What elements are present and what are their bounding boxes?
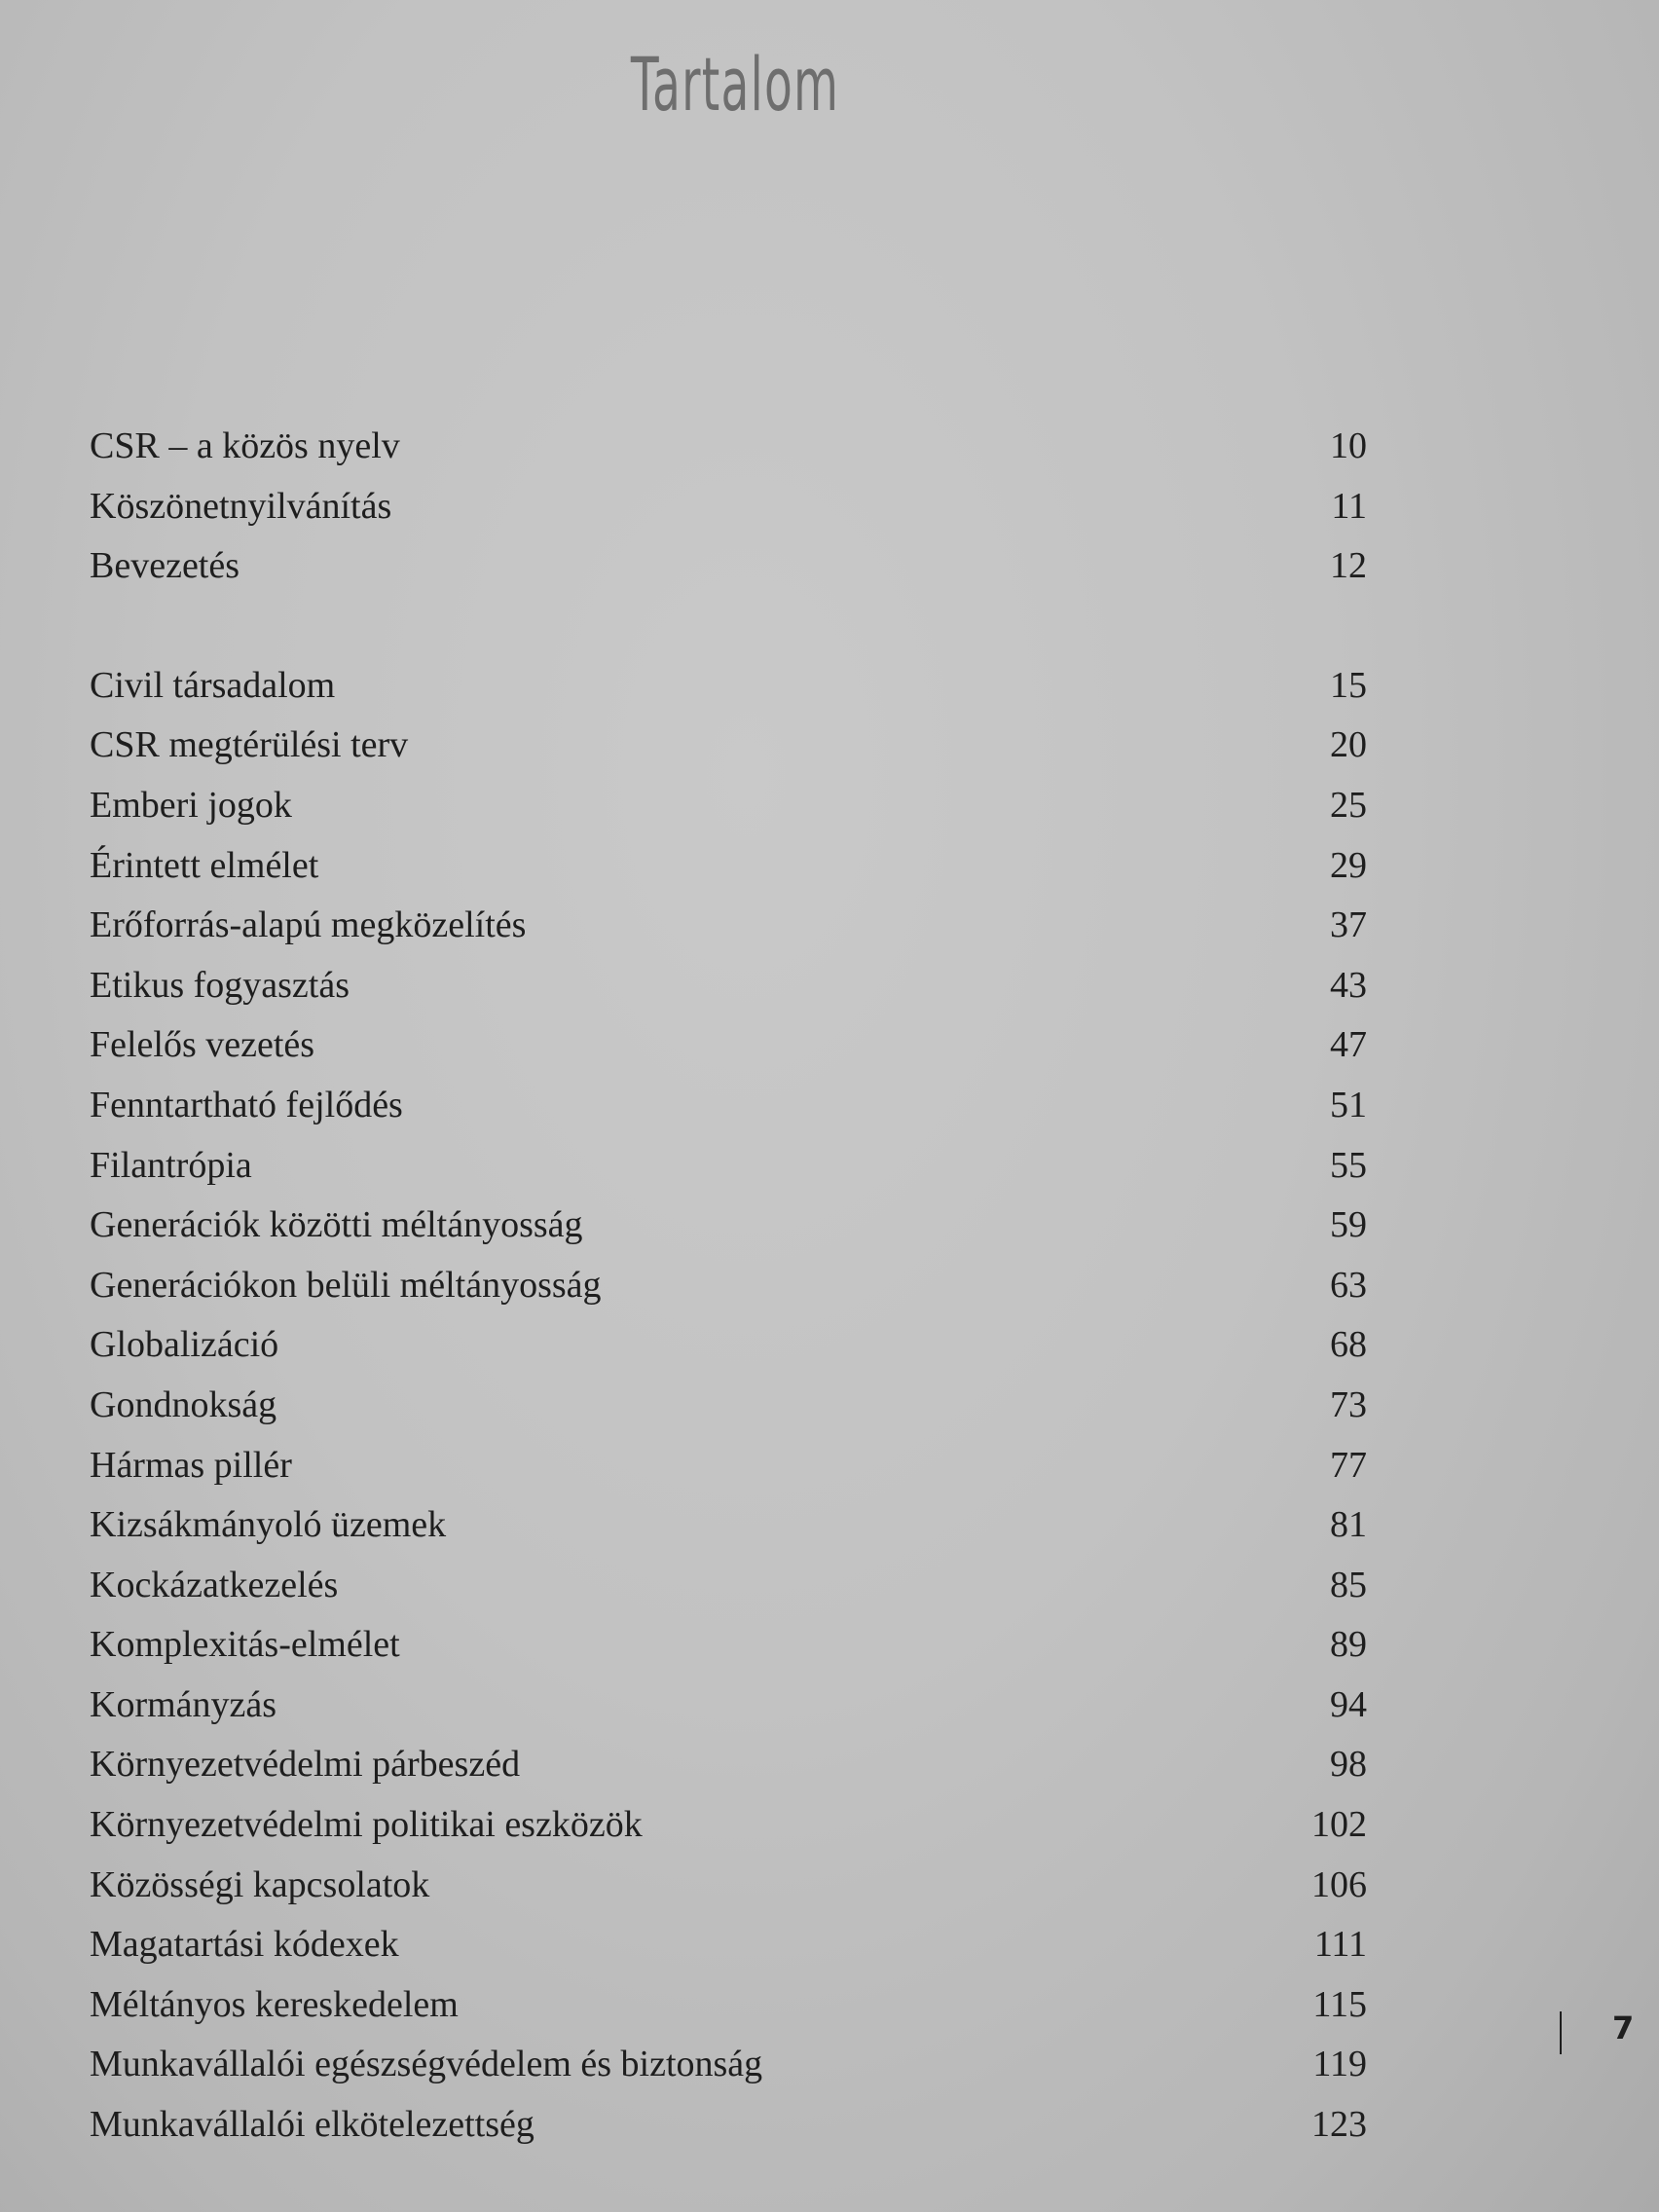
toc-entry	[90, 1076, 1367, 1136]
toc-entry	[90, 956, 1367, 1016]
toc-entry-title: Etikus fogyasztás	[90, 964, 350, 1006]
toc-entry	[90, 2095, 1367, 2156]
toc-entry-page: 115	[1312, 1983, 1367, 2025]
toc-entry	[90, 1256, 1367, 1316]
toc-entry-title: Közösségi kapcsolatok	[90, 1863, 430, 1905]
toc-entry-page: 77	[1330, 1444, 1367, 1486]
toc-entry-title: Globalizáció	[90, 1324, 279, 1366]
toc-entry-page: 119	[1312, 2044, 1367, 2085]
toc-entry-page: 123	[1311, 2104, 1367, 2146]
toc-entry-page: 25	[1330, 784, 1367, 826]
page-title: Tartalom	[630, 41, 840, 128]
toc-entry-page: 59	[1330, 1204, 1367, 1246]
toc-entry-page: 29	[1330, 844, 1367, 886]
toc-entry-page: 81	[1330, 1504, 1367, 1546]
toc-entry-page: 68	[1330, 1324, 1367, 1366]
toc-entry	[90, 1136, 1367, 1197]
toc-entry-title: Hármas pillér	[90, 1444, 292, 1486]
toc-entry-title: Munkavállalói elkötelezettség	[90, 2104, 535, 2146]
toc-entry-page: 94	[1330, 1683, 1367, 1725]
toc-entry-page: 55	[1330, 1144, 1367, 1186]
toc-entry-page: 85	[1330, 1564, 1367, 1605]
toc-entry-title: Köszönetnyilvánítás	[90, 485, 392, 527]
page-number: 7	[1612, 2009, 1635, 2046]
toc-entry-page: 15	[1330, 664, 1367, 706]
toc-entry-page: 89	[1330, 1624, 1367, 1666]
toc-entry	[90, 477, 1367, 537]
toc-entry	[90, 896, 1367, 956]
toc-entry-page: 51	[1330, 1084, 1367, 1125]
toc-entry-title: Generációkon belüli méltányosság	[90, 1264, 602, 1306]
toc-entry	[90, 1915, 1367, 1975]
toc-entry	[90, 836, 1367, 897]
toc-entry-page: 63	[1330, 1264, 1367, 1306]
toc-entry-page: 20	[1330, 724, 1367, 766]
toc-entry	[90, 1376, 1367, 1436]
toc-entry-title: Filantrópia	[90, 1144, 252, 1186]
toc-entry-title: CSR – a közös nyelv	[90, 425, 400, 466]
toc-entry-title: Komplexitás-elmélet	[90, 1624, 400, 1666]
toc-entry-page: 37	[1330, 904, 1367, 946]
toc-entry-title: Civil társadalom	[90, 664, 336, 706]
toc-entry	[90, 776, 1367, 836]
table-of-contents	[90, 417, 1367, 2156]
toc-entry-page: 47	[1330, 1024, 1367, 1066]
toc-entry-title: Magatartási kódexek	[90, 1924, 399, 1966]
toc-entry	[90, 1795, 1367, 1856]
toc-entry-title: Környezetvédelmi párbeszéd	[90, 1744, 521, 1786]
toc-group-front-matter	[90, 417, 1367, 597]
toc-entry	[90, 1196, 1367, 1256]
toc-entry	[90, 1676, 1367, 1736]
toc-group-entries	[90, 656, 1367, 2156]
toc-entry-title: Emberi jogok	[90, 784, 292, 826]
toc-entry-page: 102	[1311, 1804, 1367, 1846]
folio-rule	[1560, 2011, 1562, 2054]
toc-entry-title: Kizsákmányoló üzemek	[90, 1504, 447, 1546]
toc-entry-page: 111	[1313, 1924, 1367, 1966]
toc-entry-title: Környezetvédelmi politikai eszközök	[90, 1804, 643, 1846]
toc-entry	[90, 1495, 1367, 1556]
toc-entry	[90, 1315, 1367, 1376]
toc-entry	[90, 1975, 1367, 2036]
toc-entry	[90, 2035, 1367, 2095]
toc-entry	[90, 1556, 1367, 1616]
toc-entry-page: 43	[1330, 964, 1367, 1006]
toc-entry	[90, 716, 1367, 776]
toc-entry-title: Méltányos kereskedelem	[90, 1983, 459, 2025]
toc-entry	[90, 1436, 1367, 1496]
toc-entry-page: 73	[1330, 1383, 1367, 1425]
toc-entry	[90, 1615, 1367, 1676]
toc-entry	[90, 656, 1367, 717]
toc-entry-title: Generációk közötti méltányosság	[90, 1204, 583, 1246]
toc-entry-title: Fenntartható fejlődés	[90, 1084, 403, 1125]
toc-entry-page: 12	[1330, 545, 1367, 587]
toc-entry	[90, 1015, 1367, 1076]
toc-entry-title: Felelős vezetés	[90, 1024, 315, 1066]
toc-entry-page: 106	[1311, 1863, 1367, 1905]
toc-entry	[90, 417, 1367, 477]
toc-entry-page: 98	[1330, 1744, 1367, 1786]
toc-entry-page: 11	[1331, 485, 1367, 527]
toc-entry-title: Érintett elmélet	[90, 844, 319, 886]
toc-entry-title: Gondnokság	[90, 1383, 277, 1425]
toc-entry-title: Kormányzás	[90, 1683, 277, 1725]
toc-entry-page: 10	[1330, 425, 1367, 466]
toc-entry-title: Bevezetés	[90, 545, 240, 587]
toc-entry	[90, 1735, 1367, 1795]
toc-entry-title: Erőforrás-alapú megközelítés	[90, 904, 527, 946]
toc-entry-title: CSR megtérülési terv	[90, 724, 409, 766]
toc-entry	[90, 1856, 1367, 1916]
toc-entry-title: Kockázatkezelés	[90, 1564, 339, 1605]
toc-entry-title: Munkavállalói egészségvédelem és biztonság	[90, 2044, 763, 2085]
toc-entry	[90, 536, 1367, 597]
